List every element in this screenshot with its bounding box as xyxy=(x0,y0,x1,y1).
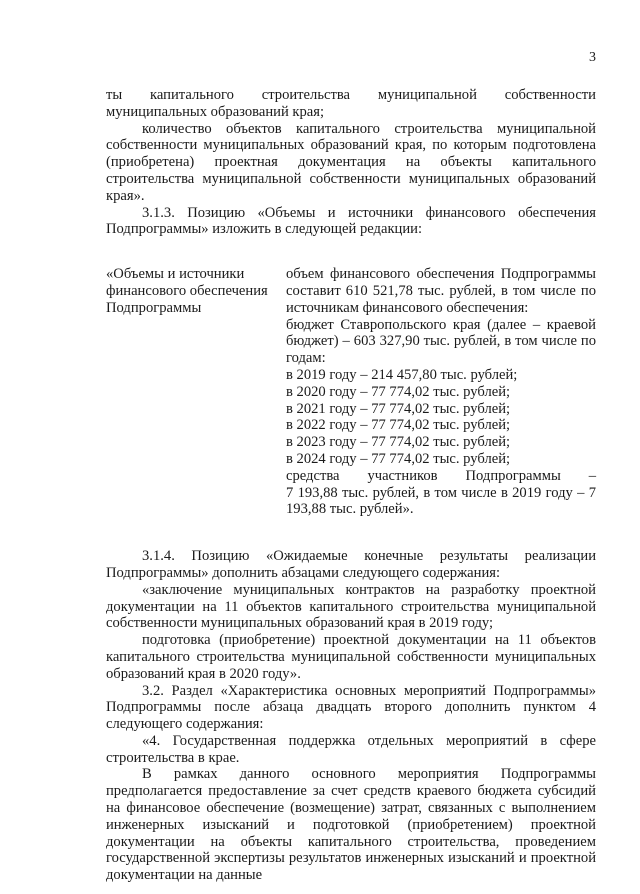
year-line: в 2020 году – 77 774,02 тыс. рублей; xyxy=(286,383,511,400)
label-line: Подпрограммы xyxy=(106,299,202,316)
participants-line xyxy=(286,468,596,485)
year-line: в 2023 году – 77 774,02 тыс. рублей; xyxy=(286,434,511,451)
participants-word: – xyxy=(588,467,596,484)
participants-word: Подпрограммы xyxy=(465,467,561,484)
regional-budget: бюджет Ставропольского края (далее – краевой бюджет) – 603 327,90 тыс. рублей, в том числе по годам: xyxy=(286,316,596,367)
participants-amount: 7 193,88 тыс. рублей, в том числе в 2019 году – 7 193,88 тыс. рублей». xyxy=(286,484,596,518)
label-line: «Объемы и источники xyxy=(106,266,245,283)
participants-word: участников xyxy=(367,467,438,484)
page-number: 3 xyxy=(589,50,596,65)
paragraph-preparation: подготовка (приобретение) проектной документации на 11 объектов капитального строительства муниципальной собственности муниципальных образований края в 2020 году». xyxy=(106,632,596,682)
document-body xyxy=(106,87,596,884)
label-line: финансового обеспечения xyxy=(106,282,268,299)
year-line: в 2024 году – 77 774,02 тыс. рублей; xyxy=(286,450,511,467)
paragraph-contracts: «заключение муниципальных контрактов на разработку проектной документации на 11 объектов капитального строительства муниципальной собственности муниципальных образований края в 2019 году; xyxy=(106,581,596,632)
paragraph-continuation: ты капитального строительства муниципальной собственности муниципальных образований края; xyxy=(106,87,596,120)
year-line: в 2019 году – 214 457,80 тыс. рублей; xyxy=(286,366,518,383)
paragraph-objects-count: количество объектов капитального строительства муниципальной собственности муниципальных образований края, по которым подготовлена (приобретена) проектная документация на объекты капитального строительства муниципальной собственности муниципальных образований края». xyxy=(106,120,596,204)
year-line: в 2022 году – 77 774,02 тыс. рублей; xyxy=(286,417,511,434)
financing-table-value xyxy=(286,266,596,518)
paragraph-main-measure: В рамках данного основного мероприятия Подпрограммы предполагается предоставление за счет средств краевого бюджета субсидий на финансовое обеспечение (возмещение) затрат, связанных с выполнением инженерных изысканий и подготовкой (приобретением) проектной документации на объекты капитального строительства, проведением государственной экспертизы результатов инженерных изысканий и проектной документации на данные xyxy=(106,766,596,884)
paragraph-item-4: «4. Государственная поддержка отдельных мероприятий в сфере строительства в крае. xyxy=(106,732,596,766)
financing-table-label xyxy=(106,266,286,518)
financing-intro: объем финансового обеспечения Подпрограммы составит 610 521,78 тыс. рублей, в том числе по источникам финансового обеспечения: xyxy=(286,266,596,316)
paragraph-section-3-1-3: 3.1.3. Позицию «Объемы и источники финансового обеспечения Подпрограммы» изложить в следующей редакции: xyxy=(106,204,596,238)
financing-table xyxy=(106,266,596,518)
paragraph-section-3-2: 3.2. Раздел «Характеристика основных мероприятий Подпрограммы» Подпрограммы после абзаца двадцать второго дополнить пунктом 4 следующего содержания: xyxy=(106,682,596,733)
participants-word: средства xyxy=(286,467,340,484)
paragraph-section-3-1-4: 3.1.4. Позицию «Ожидаемые конечные результаты реализации Подпрограммы» дополнить абзацами следующего содержания: xyxy=(106,548,596,581)
year-line: в 2021 году – 77 774,02 тыс. рублей; xyxy=(286,400,511,417)
